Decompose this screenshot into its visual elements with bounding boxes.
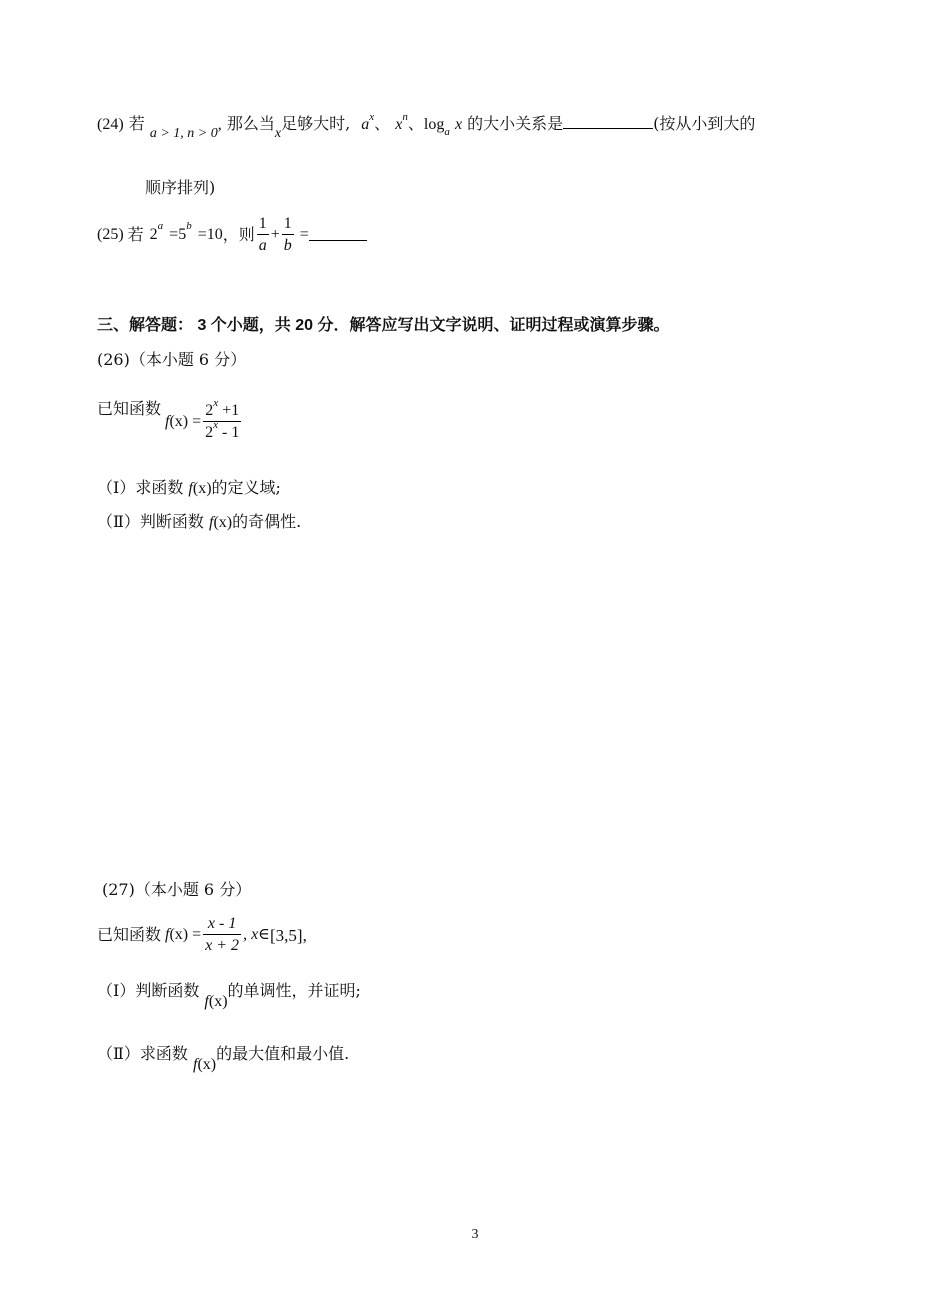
fraction: [282, 216, 294, 254]
math-sup: n: [402, 111, 408, 123]
text: 若: [127, 225, 144, 244]
text: 的单调性，并证明;: [227, 981, 361, 1000]
math-f: f: [192, 1056, 198, 1073]
question-26-header: (26)（本小题 6 分）: [97, 350, 247, 369]
page-number: 3: [471, 1227, 479, 1242]
text: (按从小到大的: [653, 114, 756, 133]
numerator: [203, 397, 241, 421]
denominator: x + 2: [203, 934, 241, 954]
math-arg: (x) =: [169, 413, 202, 430]
text: ，则: [222, 225, 255, 244]
math-f: f: [165, 413, 170, 430]
math-x: x: [454, 116, 463, 133]
text: 已知函数: [97, 925, 162, 944]
math-x: x: [251, 926, 259, 943]
math-a: a: [361, 116, 370, 133]
separator: 、: [407, 114, 424, 133]
numerator: 1: [283, 215, 292, 232]
question-27-header: (27)（本小题 6 分）: [102, 880, 252, 899]
question-26-definition: [97, 397, 243, 441]
math-sup: b: [186, 219, 192, 232]
math-sup: a: [157, 219, 164, 232]
text: 那么当: [226, 114, 275, 133]
math-f: f: [208, 514, 214, 531]
math-two: 2: [149, 226, 158, 243]
math-arg: (x): [213, 514, 233, 531]
math-in: ∈: [258, 926, 271, 943]
base: 2: [205, 424, 214, 441]
text: 的大小关系是: [467, 114, 564, 133]
rest: - 1: [218, 424, 240, 441]
text: ,: [243, 926, 248, 943]
section-title: 三、解答题： 3 个小题，共 20 分．解答应写出文字说明、证明过程或演算步骤。: [97, 317, 670, 334]
sup: x: [213, 419, 219, 431]
sup: x: [213, 397, 219, 409]
math-x: x: [395, 116, 403, 133]
question-27-part-2: [97, 1044, 350, 1073]
math-arg: (x): [208, 993, 228, 1010]
denominator: b: [282, 234, 294, 254]
condition: a > 1, n > 0: [149, 126, 218, 141]
part-label: （Ⅰ）求函数: [97, 478, 184, 497]
question-27-definition: [97, 916, 307, 954]
fraction: [257, 216, 269, 254]
math-arg: (x): [192, 480, 212, 497]
math-f: f: [204, 993, 209, 1010]
separator: 、: [374, 114, 391, 133]
part-label: （Ⅰ）判断函数: [97, 981, 200, 1000]
math-f: f: [165, 926, 170, 943]
text: 足够大时,: [281, 114, 351, 133]
numerator: x - 1: [207, 915, 237, 932]
math-eq: =: [299, 226, 309, 243]
question-26-part-2: [97, 514, 301, 531]
question-24: [97, 111, 756, 141]
answer-blank: [309, 240, 367, 241]
math-plus: +: [270, 226, 280, 243]
text: ,: [217, 116, 222, 133]
text: 若: [128, 114, 145, 133]
rest: +1: [218, 402, 240, 419]
question-number: (25): [97, 226, 124, 243]
base: 2: [205, 402, 214, 419]
variable-x: x: [274, 126, 282, 141]
text: 的最大值和最小值.: [216, 1044, 350, 1063]
question-24-continuation: 顺序排列): [145, 178, 216, 197]
part-label: （Ⅱ）判断函数: [97, 512, 204, 531]
math-f: f: [188, 480, 193, 497]
math-arg: (x) =: [169, 926, 202, 943]
denominator: a: [257, 234, 269, 254]
math-eq: =: [169, 226, 179, 243]
question-number: (24): [97, 116, 124, 133]
math-sup: x: [369, 111, 375, 123]
part-label: （Ⅱ）求函数: [97, 1044, 188, 1063]
numerator: 1: [258, 215, 267, 232]
fraction: [203, 916, 241, 954]
math-eq: =10: [197, 226, 223, 243]
question-26-part-1: [97, 480, 281, 497]
question-25: [97, 216, 367, 254]
denominator: [203, 421, 241, 441]
question-27-part-1: [97, 981, 361, 1010]
text: 已知函数: [97, 399, 162, 418]
interval: [3,5],: [270, 925, 307, 945]
fraction: [203, 397, 241, 441]
math-arg: (x): [197, 1056, 217, 1073]
answer-blank: [563, 128, 653, 129]
text: 的奇偶性.: [232, 512, 302, 531]
math-log: log: [423, 116, 445, 133]
math-sub: a: [444, 126, 450, 138]
text: 的定义域;: [211, 478, 281, 497]
math-five: 5: [178, 226, 187, 243]
